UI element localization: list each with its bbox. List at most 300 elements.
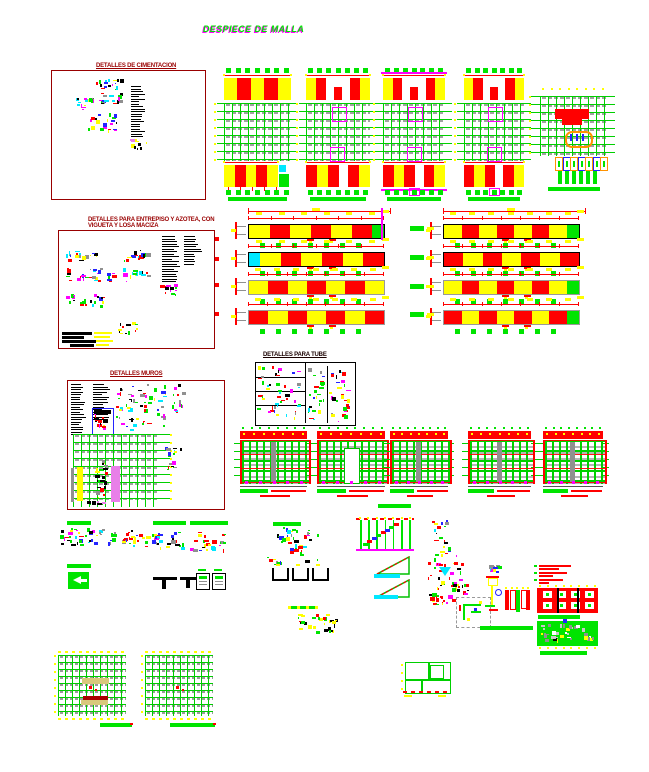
speck <box>133 270 138 272</box>
dim-text <box>488 298 494 301</box>
dim-tick <box>344 302 345 306</box>
beam-panel-red <box>537 588 598 613</box>
speck <box>301 550 302 553</box>
dim-line <box>383 162 445 163</box>
tick-square <box>286 427 288 429</box>
legend-text <box>427 285 434 288</box>
rebar-segment <box>268 281 287 294</box>
detail-cluster <box>66 250 98 262</box>
text-line <box>131 106 143 107</box>
tick-square <box>294 427 296 429</box>
speck <box>112 100 114 102</box>
plan-ticks <box>145 651 213 653</box>
speck <box>133 540 136 543</box>
plan-room <box>430 665 444 679</box>
rebar-segment <box>383 78 393 100</box>
rebar-segment <box>521 253 540 266</box>
dim-text <box>231 229 236 232</box>
tick-square <box>539 647 541 649</box>
dim-bracket <box>237 262 246 263</box>
text-line <box>162 256 179 257</box>
text-line <box>184 249 201 250</box>
speck <box>147 275 151 277</box>
speck <box>268 411 270 412</box>
dim-tick <box>293 216 294 220</box>
speck <box>100 305 103 308</box>
speck <box>223 549 224 553</box>
speck <box>140 147 142 150</box>
bullet-mark <box>215 257 219 261</box>
speck <box>283 527 285 529</box>
text-line <box>184 244 198 245</box>
tick-square <box>401 433 403 435</box>
speck <box>103 420 108 423</box>
text-line <box>93 402 108 403</box>
dim-tick <box>520 244 521 248</box>
text-line <box>131 96 139 97</box>
hook-dot <box>330 241 333 243</box>
text-line <box>162 239 175 240</box>
rebar-segment <box>424 165 435 187</box>
speck <box>303 546 307 549</box>
speck <box>93 99 94 103</box>
speck <box>319 400 322 402</box>
speck <box>112 84 114 86</box>
speck <box>140 250 141 251</box>
speck <box>100 488 105 491</box>
speck <box>284 385 286 387</box>
tick-square <box>517 190 522 195</box>
speck <box>168 456 172 457</box>
speck <box>277 396 281 398</box>
dim-tick <box>443 208 444 214</box>
text-line <box>71 384 81 385</box>
rebar-band <box>224 78 291 100</box>
speck <box>77 98 79 100</box>
speck <box>171 293 175 296</box>
bar-strip <box>526 590 530 610</box>
tick-square <box>268 427 270 429</box>
elevation-drawing <box>240 440 311 484</box>
speck <box>157 409 159 411</box>
dim-text <box>274 298 280 301</box>
tick-square <box>560 427 562 429</box>
speck <box>324 629 327 632</box>
speck <box>140 394 144 397</box>
rebar-segment <box>251 78 264 100</box>
speck <box>280 561 281 565</box>
legend-text <box>427 256 434 259</box>
speck <box>448 595 453 598</box>
rebar-segment <box>306 165 317 187</box>
slab-line <box>471 611 481 613</box>
dim-bracket <box>237 226 246 227</box>
text-line <box>184 241 195 242</box>
dim-tick <box>482 302 483 306</box>
rebar-segment <box>326 311 345 324</box>
speck <box>154 398 155 400</box>
speck <box>286 537 290 540</box>
dim-tick <box>578 272 579 276</box>
speck <box>96 82 98 85</box>
dim-tick <box>501 302 502 306</box>
stair-line <box>401 520 403 549</box>
speck <box>113 534 116 537</box>
tick-square <box>527 587 529 589</box>
scale-bar <box>378 504 411 508</box>
speck <box>567 633 569 634</box>
rebar-segment <box>235 165 246 187</box>
dim-text <box>256 240 262 243</box>
tick-square <box>505 587 507 589</box>
text-line <box>131 126 140 127</box>
detail-cluster <box>166 461 182 471</box>
speck <box>261 376 264 378</box>
speck <box>61 543 63 546</box>
rebar-segment <box>343 253 364 266</box>
text-line <box>71 407 80 408</box>
speck <box>163 425 165 427</box>
note-line <box>539 568 559 570</box>
text-line <box>71 402 85 403</box>
speck <box>467 590 469 591</box>
speck <box>204 535 206 538</box>
tick-square <box>578 647 580 649</box>
speck <box>136 328 138 330</box>
dim-text <box>231 257 236 260</box>
speck <box>159 540 162 543</box>
tick-square <box>570 647 572 649</box>
speck <box>316 631 321 634</box>
speck <box>463 591 464 595</box>
dim-text <box>351 268 357 271</box>
panel-muros-title: DETALLES MUROS <box>110 371 163 377</box>
rebar-segment <box>549 281 567 294</box>
speck <box>267 557 269 558</box>
speck <box>437 526 441 529</box>
dim-dot <box>382 161 384 163</box>
text-line <box>131 119 141 120</box>
tick-square <box>492 68 497 73</box>
tick-square <box>282 433 284 435</box>
speck <box>112 275 117 278</box>
rebar-segment <box>365 311 384 324</box>
speck <box>100 534 103 535</box>
scale-line <box>349 490 384 492</box>
speck <box>313 397 314 399</box>
mesh-stub <box>531 96 540 156</box>
tick-square <box>539 585 541 587</box>
arrow-box <box>68 572 89 589</box>
speck <box>95 475 100 479</box>
bar-strip <box>505 590 509 610</box>
tick-square <box>255 68 260 73</box>
speck <box>297 383 301 387</box>
text-line <box>131 91 143 92</box>
center-column <box>271 442 276 482</box>
rebar-segment <box>474 165 484 187</box>
speck <box>576 625 580 628</box>
speck <box>173 394 174 396</box>
speck <box>148 402 152 404</box>
speck <box>545 639 549 642</box>
text-line <box>184 256 195 257</box>
dim-text <box>450 268 456 271</box>
u-glyph <box>272 568 289 581</box>
dim-tick <box>338 216 339 220</box>
dim-tick <box>267 272 268 276</box>
dim-text <box>527 212 533 215</box>
text-line <box>162 241 177 242</box>
dim-tick <box>344 272 345 276</box>
tick-square <box>308 68 313 73</box>
text-line <box>71 394 81 395</box>
speck <box>194 540 198 542</box>
speck <box>314 386 318 388</box>
rebar-segment <box>444 311 462 324</box>
speck <box>584 633 587 635</box>
speck <box>174 402 176 404</box>
dim-line <box>224 162 278 163</box>
detail-cluster <box>290 543 312 556</box>
stair-step <box>394 523 399 526</box>
text-block <box>71 384 86 437</box>
speck <box>160 534 163 536</box>
dim-text <box>332 268 338 271</box>
speck <box>428 562 432 565</box>
dim-tick <box>520 302 521 306</box>
tick-square <box>426 433 428 435</box>
speck <box>336 375 337 378</box>
tick-square <box>546 433 548 435</box>
speck <box>267 385 269 387</box>
dim-tick <box>361 216 362 220</box>
base-line <box>317 486 385 487</box>
tick-square <box>251 427 253 429</box>
bin-line <box>215 584 223 585</box>
rebar-segment <box>497 225 515 238</box>
text-line <box>93 389 110 390</box>
text-line <box>162 264 177 265</box>
rebar-segment <box>316 78 326 100</box>
speck <box>118 398 120 400</box>
speck <box>584 636 589 639</box>
speck <box>174 532 178 535</box>
text-line <box>71 419 82 420</box>
speck <box>121 423 125 425</box>
rebar-segment <box>549 225 567 238</box>
speck <box>104 465 108 467</box>
speck <box>262 398 265 400</box>
speck <box>317 394 321 396</box>
speck <box>262 367 264 370</box>
tick-square <box>385 190 390 195</box>
tick-square <box>489 433 491 435</box>
dim-line <box>383 75 445 76</box>
detail-cluster <box>86 500 108 505</box>
speck <box>313 375 316 377</box>
base-dot <box>473 481 476 484</box>
legend-swatch <box>410 226 424 231</box>
base-dot <box>350 481 353 484</box>
legend-swatch <box>410 255 424 260</box>
tick-square <box>487 329 492 334</box>
legend-swatch <box>410 284 424 289</box>
stair-step <box>381 531 386 534</box>
dim-tick <box>248 208 249 214</box>
dim-tick <box>462 302 463 306</box>
scale-tick <box>213 723 216 725</box>
dim-text <box>450 212 456 215</box>
dim-bracket <box>237 282 246 283</box>
speck <box>329 392 332 394</box>
bin-dash <box>198 569 206 571</box>
stair-step <box>376 534 381 537</box>
speck <box>147 384 150 385</box>
speck <box>103 95 107 97</box>
tick-square <box>337 427 339 429</box>
tick-square <box>517 433 519 435</box>
dim-text <box>301 212 307 215</box>
speck <box>317 559 318 560</box>
text-line <box>162 246 179 247</box>
speck <box>129 537 131 540</box>
speck <box>318 410 321 413</box>
speck <box>266 388 270 390</box>
speck <box>444 584 446 585</box>
rebar-segment <box>462 281 480 294</box>
speck <box>144 405 148 408</box>
section-step <box>62 332 92 335</box>
dim-dot <box>463 161 465 163</box>
base-dot <box>560 481 563 484</box>
speck <box>145 546 148 547</box>
dim-tick <box>293 244 294 248</box>
dim-dot <box>444 74 446 76</box>
speck <box>108 79 110 82</box>
dim-text <box>369 240 375 243</box>
dim-text <box>577 210 584 213</box>
rebar-segment <box>464 78 473 100</box>
tick-square <box>466 68 471 73</box>
speck <box>334 624 335 628</box>
speck <box>90 269 91 270</box>
dim-line <box>224 75 291 76</box>
speck <box>104 481 107 485</box>
dim-bracket <box>237 320 246 321</box>
dim-tick <box>443 272 444 276</box>
tick-square <box>346 427 348 429</box>
mesh-ticks <box>296 103 298 161</box>
speck <box>107 273 111 275</box>
rebar-segment <box>268 311 287 324</box>
tick-square <box>317 190 322 195</box>
speck <box>126 259 129 262</box>
speck <box>434 529 437 531</box>
speck <box>592 637 594 640</box>
tick-square <box>363 68 368 73</box>
rebar-segment <box>360 78 370 100</box>
speck <box>155 536 157 540</box>
elevation-drawing <box>468 440 535 484</box>
tick-square <box>516 587 518 589</box>
speck <box>175 286 177 289</box>
plan-band <box>82 678 109 684</box>
lead-segment <box>249 253 260 266</box>
tick-square <box>243 433 245 435</box>
speck <box>104 100 109 102</box>
dim-tick <box>248 216 249 220</box>
stirrup-bar <box>581 161 583 167</box>
tick-square <box>354 427 356 429</box>
speck <box>94 414 95 415</box>
speck <box>343 407 347 411</box>
speck <box>541 625 545 627</box>
speck <box>115 89 117 90</box>
speck <box>341 380 345 383</box>
speck <box>181 404 183 407</box>
elevation-drawing <box>543 440 607 484</box>
base-dot <box>336 481 339 484</box>
speck <box>128 410 130 412</box>
speck <box>490 568 491 571</box>
dim-bracket <box>432 282 441 283</box>
speck <box>287 530 292 533</box>
dim-tick <box>316 244 317 248</box>
speck <box>461 563 464 567</box>
tick-square <box>563 647 565 649</box>
rebar-segment <box>352 225 373 238</box>
speck <box>120 392 121 395</box>
tick-square <box>508 433 510 435</box>
text-line <box>93 399 107 400</box>
bin-line <box>199 584 207 585</box>
speck <box>323 399 324 402</box>
panel-entrepiso-title-line1: DETALLES PARA ENTREPISO Y AZOTEA, CON <box>88 217 215 223</box>
floor-plan-outline <box>405 662 451 694</box>
tick-square <box>599 427 601 429</box>
rebar-segment <box>498 78 506 100</box>
detail-cluster <box>432 520 452 560</box>
magenta-square <box>330 147 345 162</box>
speck <box>90 119 92 122</box>
speck <box>167 543 171 545</box>
tick-square <box>568 427 570 429</box>
post-bar <box>77 467 83 501</box>
speck <box>166 546 171 549</box>
speck <box>297 371 301 373</box>
speck <box>139 534 144 537</box>
text-line <box>184 264 194 265</box>
rebar-segment <box>270 225 291 238</box>
dim-text <box>351 298 357 301</box>
detail-cluster <box>95 79 125 90</box>
tick-square <box>594 647 596 649</box>
speck <box>464 593 467 594</box>
dim-text <box>382 238 389 241</box>
rebar-segment <box>415 165 424 187</box>
rebar-segment <box>260 253 281 266</box>
speck <box>574 629 575 630</box>
dim-text <box>546 298 552 301</box>
speck <box>146 272 148 274</box>
speck <box>295 544 297 547</box>
speck <box>107 119 108 122</box>
speck <box>98 114 102 116</box>
stirrup-box <box>600 157 608 171</box>
tick-square <box>274 190 279 195</box>
tick-square <box>303 427 305 429</box>
